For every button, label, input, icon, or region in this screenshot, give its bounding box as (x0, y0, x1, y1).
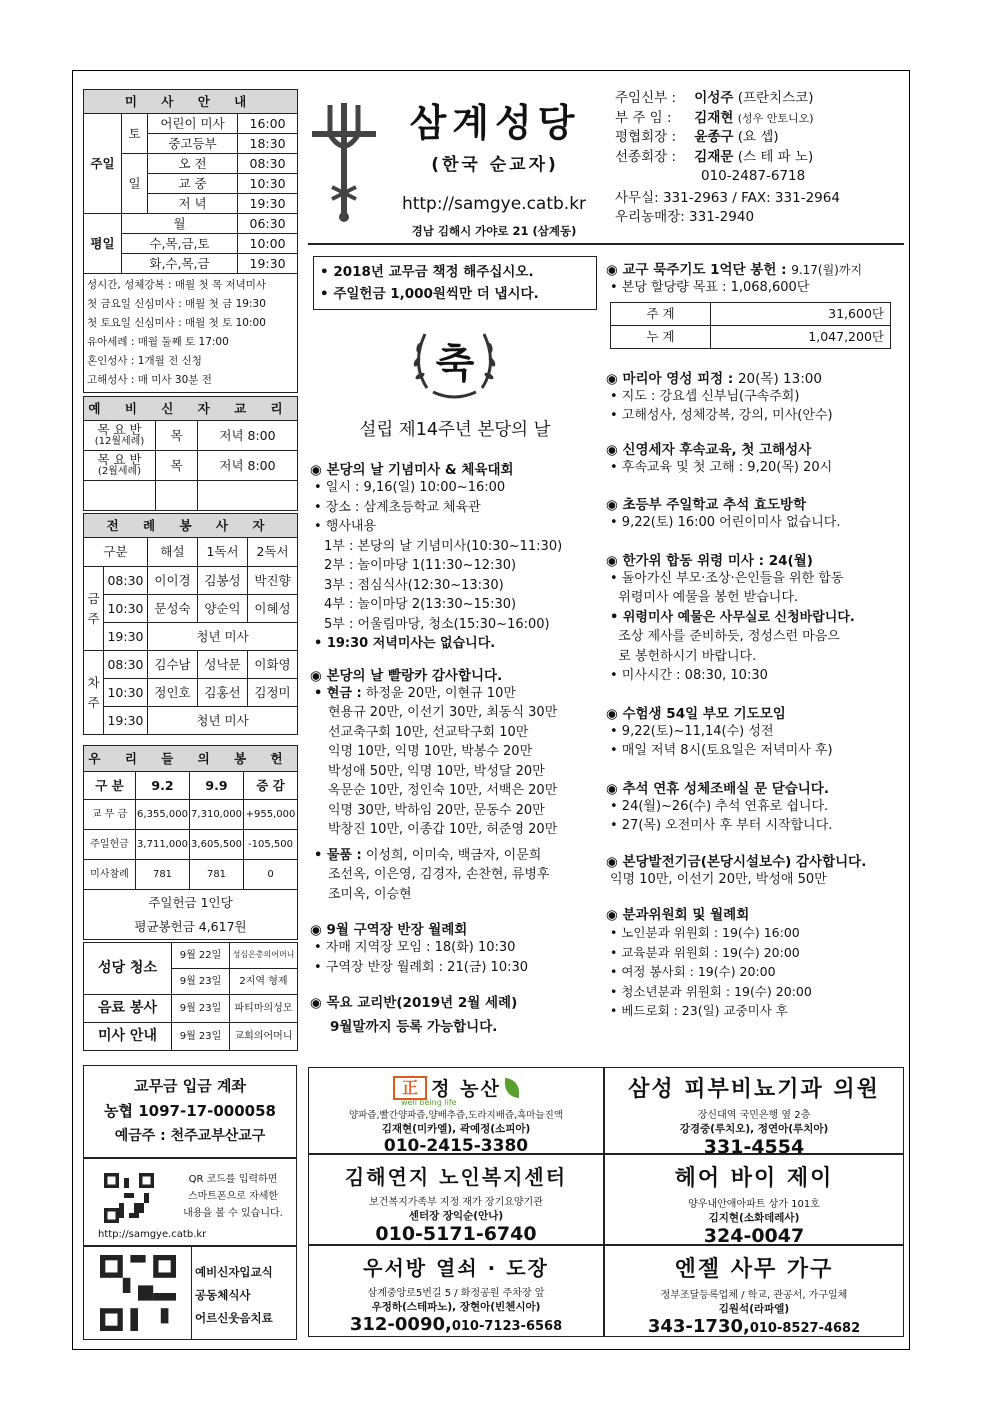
top-notice-box (313, 256, 597, 310)
cell: 9월 23일 (172, 1023, 230, 1051)
qr-code-icon[interactable] (100, 1255, 176, 1331)
section-line: • 자매 지역장 모임 : 18(화) 10:30 (314, 940, 516, 955)
qr-box (83, 1158, 297, 1246)
sunday-label: 주일 (84, 114, 122, 214)
section-line: 4부 : 놀이마당 2(13:30~15:30) (324, 597, 517, 612)
qr-links-box (83, 1246, 297, 1340)
section-line: 박성애 50만, 익명 10만, 박성달 20만 (328, 763, 545, 779)
ad-desc: 양우내안애아파트 상가 101호 (688, 1199, 820, 1210)
church-name: 삼계성당 (409, 101, 581, 145)
staff-name: 김재현 (694, 109, 734, 126)
section-line: • 매일 저녁 8시(토요일은 저녁미사 후) (610, 743, 833, 758)
section-line: 익명 10만, 익명 10만, 박봉수 20만 (328, 744, 533, 759)
section-title: ◉ 초등부 주일학교 추석 효도방학 (606, 497, 807, 513)
staff-extra: (성우 안토니오) (737, 111, 814, 125)
cell: 주일헌금 (84, 830, 136, 860)
weekday-label: 평일 (84, 214, 122, 274)
cell: 양순익 (198, 595, 248, 623)
mass-time: 19:30 (238, 194, 298, 214)
week-char: 금 (87, 590, 100, 606)
top-notice: • 주일헌금 1,000원씩만 더 냅시다. (320, 286, 539, 302)
cell: 3,605,500 (190, 830, 244, 860)
section-line: • 9,22(토)~11,14(수) 성전 (610, 723, 774, 739)
celebrate-char: 축 (435, 341, 475, 387)
section-line: • 19:30 저녁미사는 없습니다. (314, 636, 496, 651)
mass-name: 오 전 (148, 154, 238, 174)
ad-tag: well being life (401, 1098, 457, 1107)
mass-name: 교 중 (148, 174, 238, 194)
section-line: • 지도 : 강요셉 신부님(구속주회) (610, 388, 800, 404)
section-line: 이성희, 이미숙, 백금자, 이문희 (365, 847, 542, 863)
liturgy-table (83, 513, 297, 735)
staff-row (615, 148, 905, 168)
section-heading (606, 367, 904, 387)
staff-extra: (프란치스코) (737, 90, 814, 106)
cell: 19:30 (104, 707, 148, 735)
ad-desc: 보건복지가족부 지정 재가 장기요양기관 (369, 1197, 543, 1208)
mass-name: 수,목,금,토 (122, 234, 238, 254)
ad-phones (605, 1316, 903, 1337)
section-title: ◉ 마리아 영성 피정 : (606, 370, 734, 387)
section-line: 1부 : 본당의 날 기념미사(10:30~11:30) (324, 538, 563, 554)
section-line: 하정윤 20만, 이현규 10만 (365, 685, 516, 701)
section-line: 조미옥, 이승현 (328, 886, 412, 902)
section-line: 조상 제사를 준비하듯, 정성스런 마음으 (610, 629, 840, 644)
section-line: • 노인분과 위원회 : 19(수) 16:00 (610, 925, 800, 940)
group-sub: (12월세례) (94, 435, 145, 447)
section-line: 현용규 20만, 이선기 30만, 최동식 30만 (328, 705, 558, 720)
section-line: • 교육분과 위원회 : 19(수) 20:00 (610, 944, 800, 960)
middle-notices (310, 458, 606, 1035)
ad-people: 강경중(루치오), 정연아(루치아) (679, 1123, 829, 1135)
cell: 9월 22일 (172, 943, 230, 969)
ad-desc: 정부조달등록업체 / 학교, 관공서, 가구일체 (660, 1290, 848, 1301)
mass-time: 16:00 (238, 114, 298, 134)
qr-link[interactable]: 예비신자입교식 (195, 1265, 273, 1279)
cell: 1,047,200단 (711, 325, 891, 348)
ad-desc: 양파즙,빨간양파즙,양배추즙,도라지배즙,흑마늘진액 (349, 1110, 563, 1121)
col-header: 1독서 (198, 538, 248, 567)
col-header: 9.2 (136, 772, 190, 800)
sat-label: 토 (122, 114, 148, 154)
cell: 파티마의성모 (230, 995, 298, 1023)
ad-phone[interactable]: 331-4554 (703, 1136, 805, 1154)
section-line: 3부 : 점심식사(12:30~13:30) (324, 577, 504, 593)
section-line: • 여정 봉사회 : 19(수) 20:00 (610, 964, 776, 979)
prayer-table (610, 302, 891, 349)
mass-note: 첫 금요일 신심미사 : 매월 첫 금 19:30 (87, 298, 266, 310)
section-line: • 후속교육 및 첫 고해 : 9,20(목) 20시 (610, 459, 833, 475)
group-sub: (2월세례) (97, 465, 142, 477)
cell: 김수남 (148, 651, 198, 679)
catechism-table (83, 396, 297, 511)
avg-line: 주일헌금 1인당 (148, 894, 233, 910)
ad-samsung-clinic[interactable] (604, 1067, 904, 1154)
ad-phone[interactable]: 010-5171-6740 (375, 1223, 537, 1245)
mass-time: 06:30 (238, 214, 298, 234)
farm-phone: 우리농매장: 331-2940 (615, 209, 755, 225)
ad-people: 김지현(소화데레사) (708, 1212, 800, 1224)
cell: 박진향 (248, 567, 298, 595)
staff-row (615, 89, 905, 109)
duty-table (83, 942, 297, 1051)
group-label: 목 요 반 (97, 422, 142, 438)
cell: 10:30 (104, 679, 148, 707)
cross-emblem-icon (308, 95, 380, 225)
section-line: 위령미사 예물을 봉헌 받습니다. (610, 590, 799, 605)
cell: 10:30 (104, 595, 148, 623)
ad-desc: 삼계중앙로5번길 5 / 화정공원 주차장 앞 (367, 1288, 545, 1299)
cell: 주 계 (611, 302, 711, 325)
section-line: • 9,22(토) 16:00 어린이미사 없습니다. (610, 515, 841, 530)
ad-phone[interactable]: 312-0090, (349, 1314, 452, 1335)
staff-name: 이성주 (694, 90, 734, 106)
sun-label: 일 (122, 154, 148, 214)
church-url[interactable]: http://samgye.catb.kr (401, 194, 587, 214)
mass-note: 고해성사 : 매 미사 30분 전 (87, 374, 212, 386)
qr-text: QR 코드를 입력하면 (188, 1174, 278, 1185)
cell: 김정미 (248, 679, 298, 707)
ad-phone[interactable]: 010-2415-3380 (383, 1136, 529, 1154)
mass-note: 유아세례 : 매월 둘째 토 17:00 (87, 336, 229, 348)
section-line: 익명 10만, 이선기 20만, 박성애 50만 (610, 871, 827, 887)
cell: 9월 23일 (172, 995, 230, 1023)
right-notices (606, 258, 904, 1021)
cell: 누 계 (611, 325, 711, 348)
ad-title: 우서방 열쇠 · 도장 (363, 1256, 549, 1280)
average-offering (84, 890, 298, 940)
cell: 08:30 (104, 567, 148, 595)
ad-phone-2[interactable]: 010-7123-6568 (451, 1319, 563, 1334)
church-address: 경남 김해시 가야로 21 (삼계동) (411, 224, 577, 238)
staff-role: 주임신부 : (615, 90, 677, 106)
staff-role: 선종회장 : (615, 148, 677, 165)
section-title: ◉ 본당의 날 기념미사 & 체육대회 (310, 462, 514, 478)
ad-phones (309, 1314, 603, 1335)
cell: 정인호 (148, 679, 198, 707)
ad-title: 삼성 피부비뇨기과 의원 (628, 1077, 880, 1102)
cleaning-label: 성당 청소 (84, 943, 172, 995)
offering-title: 우 리 들 의 봉 헌 (84, 746, 298, 772)
cell: 성낙문 (198, 651, 248, 679)
ad-people: 김원석(라파엘) (718, 1303, 790, 1315)
section-line: • 구역장 반장 월례회 : 21(금) 10:30 (314, 959, 529, 975)
group-label: 목 요 반 (97, 452, 142, 468)
section-line: • 청소년분과 위원회 : 19(수) 20:00 (610, 983, 812, 999)
col-header: 증 감 (244, 772, 298, 800)
goods-row (310, 846, 606, 866)
cell: 781 (136, 860, 190, 890)
prayer-target: • 본당 할당량 목표 : 1,068,600단 (610, 280, 810, 295)
guide-label: 미사 안내 (84, 1023, 172, 1051)
staff-role: 평협회장 : (615, 129, 677, 145)
ad-title: 정 농산 (431, 1078, 501, 1100)
catechism-group (84, 451, 156, 481)
section-line: 선교축구회 10만, 선교탁구회 10만 (328, 724, 529, 740)
section-title: 9월말까지 등록 가능합니다. (330, 1019, 498, 1035)
week-char: 차 (87, 674, 100, 690)
cell: 이이경 (148, 567, 198, 595)
cell: 31,600단 (711, 302, 891, 325)
section-title: ◉ 추석 연휴 성체조배실 문 닫습니다. (606, 780, 829, 797)
staff-name: 윤종구 (694, 129, 734, 145)
goods-label: • 물품 : (314, 847, 362, 863)
mass-time: 18:30 (238, 134, 298, 154)
cell: 교회의어머니 (230, 1023, 298, 1051)
section-line: • 위령미사 예물은 사무실로 신청바랍니다. (610, 609, 855, 625)
qr-links (195, 1261, 273, 1330)
liturgy-title: 전 례 봉 사 자 (84, 514, 298, 538)
section-title: ◉ 본당의 날 빨랑카 감사합니다. (310, 667, 503, 684)
section-line: 박창진 10만, 이종갑 10만, 허준영 20만 (328, 822, 558, 837)
ad-header (309, 1074, 603, 1107)
cell: 이혜성 (248, 595, 298, 623)
cell: 문성숙 (148, 595, 198, 623)
staff-name: 김재문 (694, 148, 734, 165)
catechism-time: 저녁 8:00 (198, 421, 298, 451)
cell: 2지역 형제 (230, 969, 298, 995)
section-line: 옥문순 10만, 정인숙 10만, 서백은 20만 (328, 783, 558, 798)
mass-time: 19:30 (238, 254, 298, 274)
week-char: 주 (87, 694, 100, 710)
ad-phone-2[interactable]: 010-8527-4682 (749, 1321, 861, 1336)
section-line: • 장소 : 삼계초등학교 체육관 (314, 499, 481, 515)
ad-people: 김재현(미카엘), 곽예정(소피아) (381, 1123, 531, 1135)
cell: 781 (190, 860, 244, 890)
cell: 0 (244, 860, 298, 890)
ad-angel-furniture[interactable] (604, 1245, 904, 1337)
staff-list (615, 89, 905, 228)
account-number: 농협 1097-17-000058 (104, 1102, 276, 1120)
qr-instructions (178, 1171, 288, 1222)
section-line: • 미사시간 : 08:30, 10:30 (610, 668, 768, 683)
catechism-title: 예 비 신 자 교 리 (84, 397, 298, 421)
ad-welfare-center[interactable] (308, 1154, 604, 1245)
section-title: ◉ 목요 교리반(2019년 2월 세례) (310, 995, 518, 1011)
mass-name: 저 녁 (148, 194, 238, 214)
account-box (83, 1065, 297, 1158)
week-char: 주 (87, 610, 100, 626)
section-title: ◉ 한가위 합동 위령 미사 : 24(월) (606, 552, 813, 569)
section-line: 익명 30만, 박하임 20만, 문동수 20만 (328, 802, 545, 818)
leaf-icon (505, 1078, 519, 1098)
cell: 이화영 (248, 651, 298, 679)
cell: 청년 미사 (148, 623, 298, 651)
section-line: • 행사내용 (314, 519, 377, 534)
mass-note: 첫 토요일 신심미사 : 매월 첫 토 10:00 (87, 317, 266, 329)
ad-hair-by-j[interactable] (604, 1154, 904, 1245)
catechism-group (84, 421, 156, 451)
cell: 김홍선 (198, 679, 248, 707)
section-line: • 돌아가신 부모·조상·은인들을 위한 합동 (610, 570, 844, 586)
qr-text: 내용을 볼 수 있습니다. (183, 1208, 283, 1219)
qr-link[interactable]: 어르신웃음치료 (195, 1311, 273, 1325)
ad-people: 우정하(스테파노), 장현아(빈첸시아) (371, 1301, 541, 1313)
cell: 청년 미사 (148, 707, 298, 735)
cell: 교 무 금 (84, 800, 136, 830)
celebrate-caption: 설립 제14주년 본당의 날 (359, 420, 551, 440)
section-title: ◉ 수험생 54일 부모 기도모임 (606, 705, 786, 722)
mass-time: 10:00 (238, 234, 298, 254)
top-notice: • 2018년 교무금 책정 해주십시오. (320, 264, 534, 280)
cell: 19:30 (104, 623, 148, 651)
mass-name: 중고등부 (148, 134, 238, 154)
section-line: • 24(월)~26(수) 추석 연휴로 쉽니다. (610, 798, 829, 814)
ad-phone[interactable]: 324-0047 (703, 1225, 805, 1245)
staff-row (615, 109, 905, 129)
cell: 08:30 (104, 651, 148, 679)
ad-people: 센터장 장익순(안나) (408, 1210, 504, 1222)
section-title-tail: 9.17(월)까지 (791, 263, 863, 277)
ad-desc: 장신대역 국민은행 옆 2층 (697, 1110, 811, 1121)
catechism-day: 목 (156, 451, 198, 481)
cell: +955,000 (244, 800, 298, 830)
ad-jeong-nongsan[interactable] (308, 1067, 604, 1154)
offering-table (83, 745, 297, 940)
week-label (84, 567, 104, 651)
cell: -105,500 (244, 830, 298, 860)
mass-schedule (83, 89, 297, 393)
cell: 미사참례 (84, 860, 136, 890)
section-line: • 베드로회 : 23(일) 교중미사 후 (610, 1003, 788, 1018)
cell: 6,355,000 (136, 800, 190, 830)
qr-url[interactable]: http://samgye.catb.kr (98, 1229, 207, 1240)
week-label (84, 651, 104, 735)
ad-title: 김해연지 노인복지센터 (344, 1165, 568, 1189)
account-title: 교무금 입금 계좌 (134, 1077, 246, 1095)
staff-role: 부 주 임 : (615, 109, 672, 126)
church-subtitle: (한국 순교자) (431, 155, 559, 175)
section-line: 5부 : 어울림마당, 청소(15:30~16:00) (324, 616, 550, 632)
staff-row (615, 128, 905, 148)
mass-title: 미 사 안 내 (84, 90, 298, 114)
section-title: ◉ 본당발전기금(본당시설보수) 감사합니다. (606, 853, 867, 870)
section-title: ◉ 교구 묵주기도 1억단 봉헌 : (606, 262, 787, 278)
col-header: 구 분 (84, 772, 136, 800)
col-header: 9.9 (190, 772, 244, 800)
qr-code-icon[interactable] (104, 1173, 154, 1223)
section-line: 로 봉헌하시기 바랍니다. (610, 648, 757, 664)
section-line: • 27(목) 오전미사 후 부터 시작합니다. (610, 818, 833, 833)
section-line: 조선옥, 이은영, 김경자, 손찬현, 류병후 (328, 867, 550, 882)
section-title: ◉ 신영세자 후속교육, 첫 고해성사 (606, 441, 812, 458)
col-header: 해설 (148, 538, 198, 567)
mass-name: 어린이 미사 (148, 114, 238, 134)
avg-line: 평균봉헌금 4,617원 (134, 918, 247, 934)
section-title-tail: 20(목) 13:00 (737, 370, 822, 387)
cell: 성심은총의어머니 (230, 943, 298, 969)
staff-extra: (스 테 파 노) (737, 148, 814, 165)
qr-link[interactable]: 공동체식사 (195, 1288, 251, 1302)
staff-extra: (요 셉) (737, 129, 779, 145)
cash-label: • 현금 : (314, 685, 362, 701)
mass-name: 화,수,목,금 (122, 254, 238, 274)
cell: 9월 23일 (172, 969, 230, 995)
catechism-time: 저녁 8:00 (198, 451, 298, 481)
mass-name: 월 (122, 214, 238, 234)
mass-time: 08:30 (238, 154, 298, 174)
cell: 김봉성 (198, 567, 248, 595)
office-phone: 사무실: 331-2963 / FAX: 331-2964 (615, 189, 840, 206)
mass-note: 혼인성사 : 1개월 전 신청 (87, 355, 202, 367)
ad-title: 엔젤 사무 가구 (674, 1257, 834, 1282)
catechism-day: 목 (156, 421, 198, 451)
mass-note: 성시간, 성체강복 : 매월 첫 목 저녁미사 (87, 279, 267, 291)
cash-row (310, 684, 606, 704)
mass-notes (84, 274, 298, 393)
cell: 7,310,000 (190, 800, 244, 830)
section-line: • 일시 : 9,16(일) 10:00~16:00 (314, 480, 506, 495)
ad-title: 헤어 바이 제이 (674, 1166, 834, 1191)
header-divider (308, 243, 904, 245)
section-title: ◉ 9월 구역장 반장 월례회 (310, 922, 468, 938)
section-title: ◉ 분과위원회 및 월례회 (606, 907, 750, 923)
prayer-title (606, 258, 904, 278)
section-line: 2부 : 놀이마당 1(11:30~12:30) (324, 558, 517, 573)
drink-label: 음료 봉사 (84, 995, 172, 1023)
mass-time: 10:30 (238, 174, 298, 194)
account-holder: 예금주 : 천주교부산교구 (114, 1128, 266, 1144)
col-header: 구분 (84, 538, 148, 567)
ad-locksmith[interactable] (308, 1245, 604, 1337)
cell: 3,711,000 (136, 830, 190, 860)
jeong-logo-icon: 正 (393, 1076, 427, 1100)
contact-phone: 010-2487-6718 (701, 168, 806, 184)
col-header: 2독서 (248, 538, 298, 567)
qr-text: 스마트폰으로 자세한 (187, 1191, 279, 1202)
section-line: • 고해성사, 성체강복, 강의, 미사(안수) (610, 408, 833, 423)
ad-phone[interactable]: 343-1730, (647, 1316, 750, 1337)
